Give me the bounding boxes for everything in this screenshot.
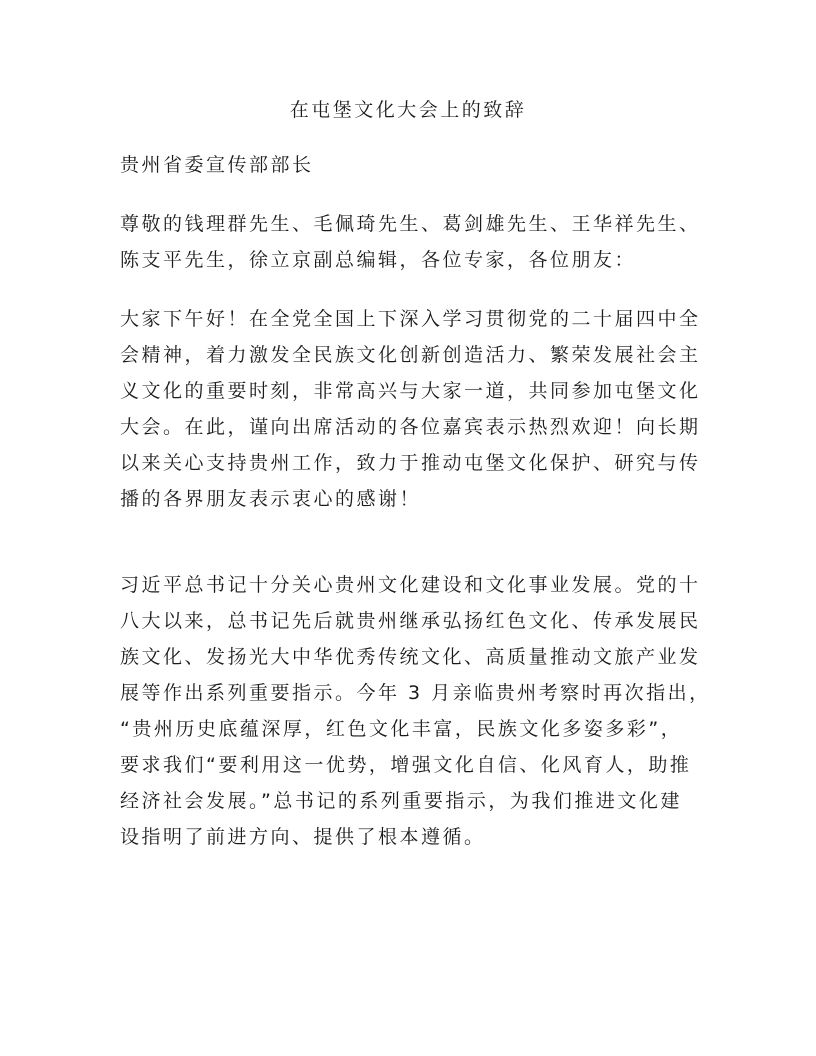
text-line: 设指明了前进方向、提供了根本遵循。 bbox=[120, 826, 486, 848]
text-line: 大会。在此，谨向出席活动的各位嘉宾表示热烈欢迎！向长期 bbox=[120, 416, 701, 438]
paragraph-instructions bbox=[120, 567, 711, 855]
document-title: 在屯堡文化大会上的致辞 bbox=[289, 99, 527, 121]
text-line: 族文化、发扬光大中华优秀传统文化、高质量推动文旅产业发 bbox=[120, 646, 701, 668]
text-line: 以来关心支持贵州工作，致力于推动屯堡文化保护、研究与传 bbox=[120, 452, 701, 474]
text-line: “贵州历史底蕴深厚，红色文化丰富，民族文化多姿多彩”， bbox=[120, 718, 683, 740]
text-line: 经济社会发展。”总书记的系列重要指示，为我们推进文化建 bbox=[120, 790, 682, 812]
text-line: 尊敬的钱理群先生、毛佩琦先生、葛剑雄先生、王华祥先生、 bbox=[120, 213, 701, 235]
paragraph-greeting bbox=[120, 301, 700, 517]
text-line: 会精神，着力激发全民族文化创新创造活力、繁荣发展社会主 bbox=[120, 344, 701, 366]
text-line: 习近平总书记十分关心贵州文化建设和文化事业发展。党的十 bbox=[120, 574, 701, 596]
text-line: 要求我们“要利用这一优势，增强文化自信、化风育人，助推 bbox=[120, 754, 692, 776]
text-line: 大家下午好！在全党全国上下深入学习贯彻党的二十届四中全 bbox=[120, 308, 701, 330]
text-line: 陈支平先生，徐立京副总编辑，各位专家，各位朋友： bbox=[120, 249, 637, 271]
author-line: 贵州省委宣传部部长 bbox=[120, 154, 314, 176]
paragraph-salutation bbox=[120, 206, 700, 278]
text-line: 播的各界朋友表示衷心的感谢！ bbox=[120, 488, 422, 510]
text-line: 八大以来，总书记先后就贵州继承弘扬红色文化、传承发展民 bbox=[120, 610, 701, 632]
text-line: 义文化的重要时刻，非常高兴与大家一道，共同参加屯堡文化 bbox=[120, 380, 701, 402]
text-line: 展等作出系列重要指示。今年 3 月亲临贵州考察时再次指出， bbox=[120, 682, 711, 704]
